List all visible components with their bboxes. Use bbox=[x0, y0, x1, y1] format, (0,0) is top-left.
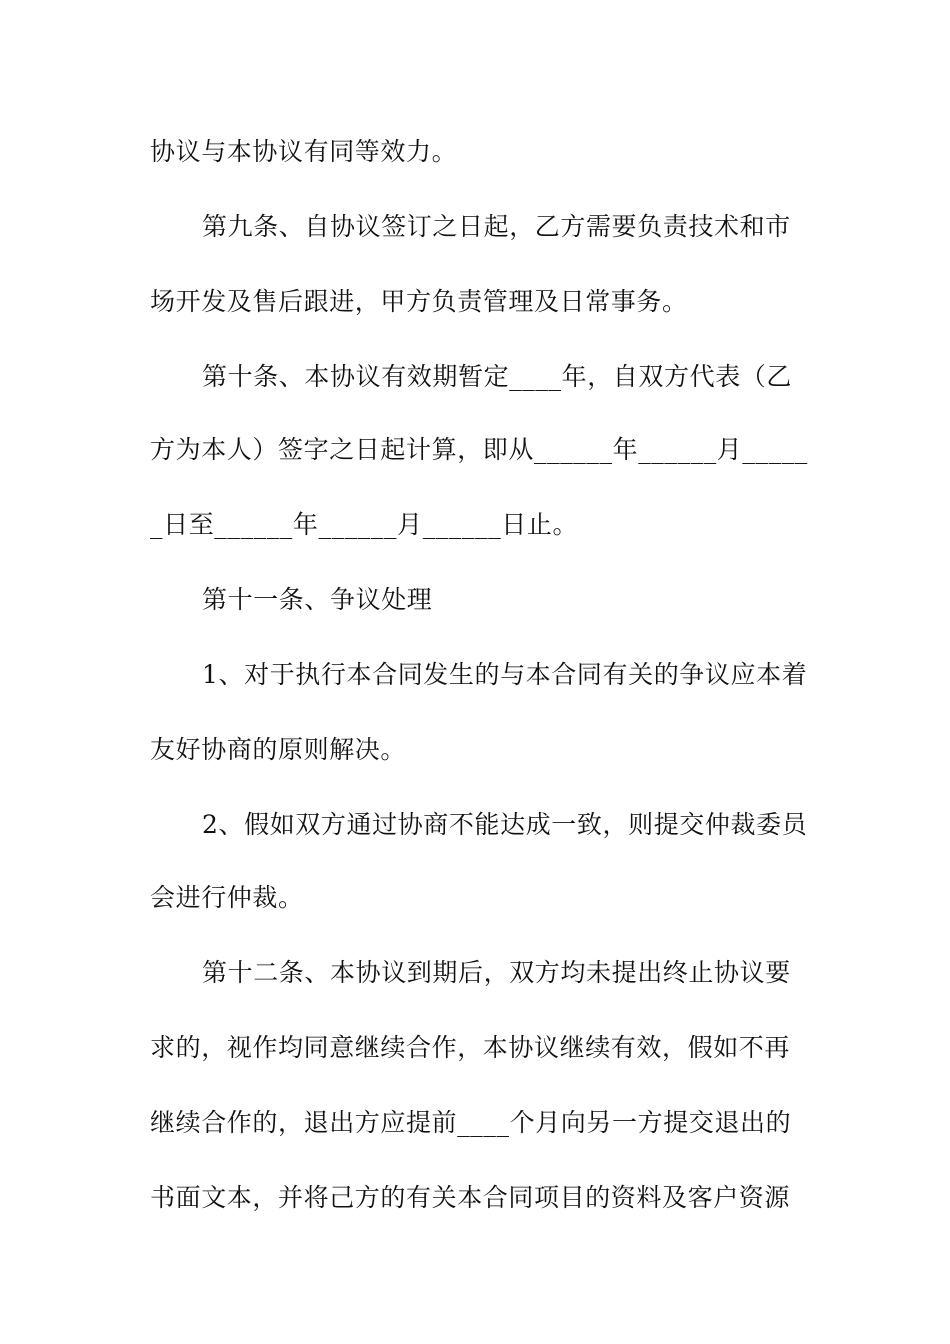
body-text-line: 方为本人）签字之日起计算，即从______年______月_____ bbox=[150, 435, 808, 464]
body-text-line: _日至______年______月______日止。 bbox=[150, 510, 579, 539]
article-12-line: 第十二条、本协议到期后，双方均未提出终止协议要 bbox=[202, 958, 791, 987]
body-text-line: 书面文本，并将己方的有关本合同项目的资料及客户资源 bbox=[150, 1183, 791, 1212]
clause-2-line: 2、假如双方通过协商不能达成一致，则提交仲裁委员 bbox=[202, 810, 808, 839]
body-text-line: 友好协商的原则解决。 bbox=[150, 735, 407, 764]
body-text-line: 会进行仲裁。 bbox=[150, 883, 304, 912]
clause-1-line: 1、对于执行本合同发生的与本合同有关的争议应本着 bbox=[202, 660, 808, 689]
body-text-line: 求的，视作均同意继续合作，本协议继续有效，假如不再 bbox=[150, 1033, 791, 1062]
article-11-heading: 第十一条、争议处理 bbox=[202, 585, 433, 614]
body-text-line: 继续合作的，退出方应提前____个月向另一方提交退出的 bbox=[150, 1108, 792, 1137]
article-10-line: 第十条、本协议有效期暂定____年，自双方代表（乙 bbox=[202, 362, 793, 391]
body-text-line: 协议与本协议有同等效力。 bbox=[150, 137, 458, 166]
body-text-line: 场开发及售后跟进，甲方负责管理及日常事务。 bbox=[150, 287, 688, 316]
article-9-line: 第九条、自协议签订之日起，乙方需要负责技术和市 bbox=[202, 212, 791, 241]
